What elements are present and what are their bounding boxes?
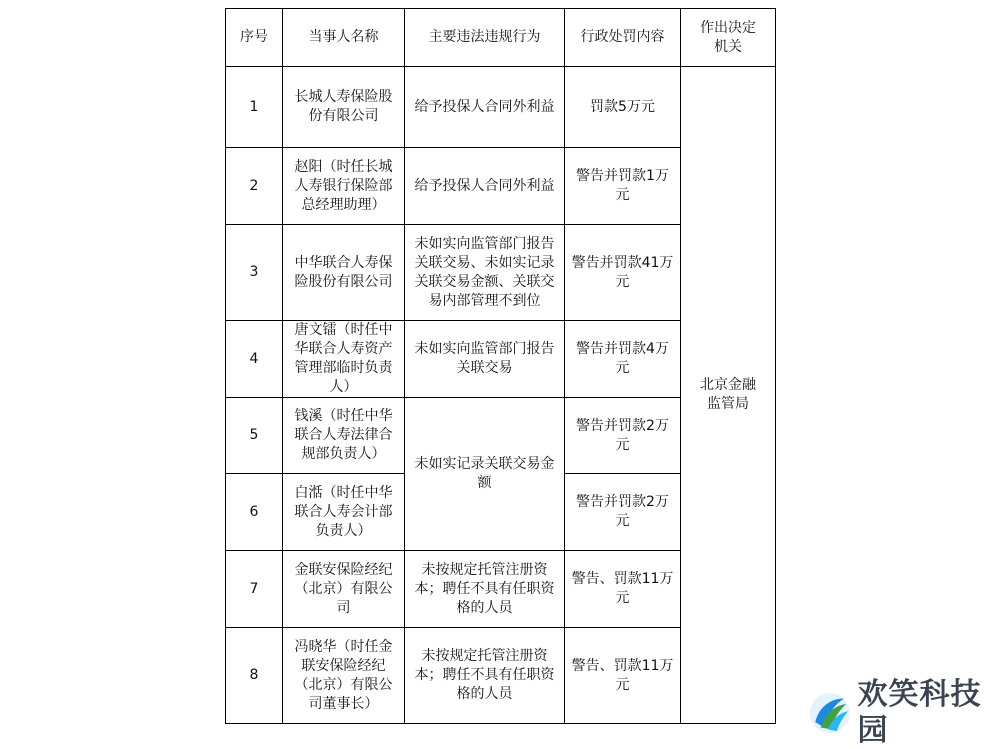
row-penalty: 警告并罚款2万元	[565, 474, 681, 551]
row-violation: 未如实记录关联交易金额	[405, 398, 565, 551]
row-party: 钱溪（时任中华联合人寿法律合规部负责人）	[283, 398, 405, 474]
row-party: 唐文镭（时任中华联合人寿资产管理部临时负责人）	[283, 321, 405, 398]
row-no: 8	[226, 628, 283, 724]
row-no: 6	[226, 474, 283, 551]
header-party: 当事人名称	[283, 9, 405, 67]
authority-cell: 北京金融监管局	[681, 67, 776, 724]
row-penalty: 警告并罚款4万元	[565, 321, 681, 398]
row-penalty: 警告并罚款41万元	[565, 225, 681, 321]
row-no: 1	[226, 67, 283, 148]
row-party: 中华联合人寿保险股份有限公司	[283, 225, 405, 321]
row-party: 白湉（时任中华联合人寿会计部负责人）	[283, 474, 405, 551]
row-violation: 给予投保人合同外利益	[405, 67, 565, 148]
header-violation: 主要违法违规行为	[405, 9, 565, 67]
row-violation: 未按规定托管注册资本；聘任不具有任职资格的人员	[405, 628, 565, 724]
row-penalty: 警告、罚款11万元	[565, 628, 681, 724]
table-header-row	[226, 9, 776, 67]
row-violation: 未如实向监管部门报告关联交易	[405, 321, 565, 398]
row-penalty: 警告、罚款11万元	[565, 551, 681, 628]
row-violation: 未按规定托管注册资本；聘任不具有任职资格的人员	[405, 551, 565, 628]
row-no: 2	[226, 148, 283, 225]
row-no: 3	[226, 225, 283, 321]
penalty-table	[225, 8, 776, 724]
row-party: 冯晓华（时任金联安保险经纪（北京）有限公司董事长）	[283, 628, 405, 724]
row-no: 5	[226, 398, 283, 474]
row-penalty: 警告并罚款1万元	[565, 148, 681, 225]
row-no: 4	[226, 321, 283, 398]
table-row	[226, 67, 776, 148]
row-violation: 未如实向监管部门报告关联交易、未如实记录关联交易金额、关联交易内部管理不到位	[405, 225, 565, 321]
row-penalty: 罚款5万元	[565, 67, 681, 148]
header-no: 序号	[226, 9, 283, 67]
row-no: 7	[226, 551, 283, 628]
row-violation: 给予投保人合同外利益	[405, 148, 565, 225]
row-penalty: 警告并罚款2万元	[565, 398, 681, 474]
watermark-text: 欢笑科技园	[857, 677, 982, 748]
watermark	[808, 677, 998, 748]
watermark-logo-icon	[808, 689, 852, 737]
row-party: 长城人寿保险股份有限公司	[283, 67, 405, 148]
header-authority: 作出决定机关	[681, 9, 776, 67]
row-party: 金联安保险经纪（北京）有限公司	[283, 551, 405, 628]
row-party: 赵阳（时任长城人寿银行保险部总经理助理）	[283, 148, 405, 225]
header-penalty: 行政处罚内容	[565, 9, 681, 67]
